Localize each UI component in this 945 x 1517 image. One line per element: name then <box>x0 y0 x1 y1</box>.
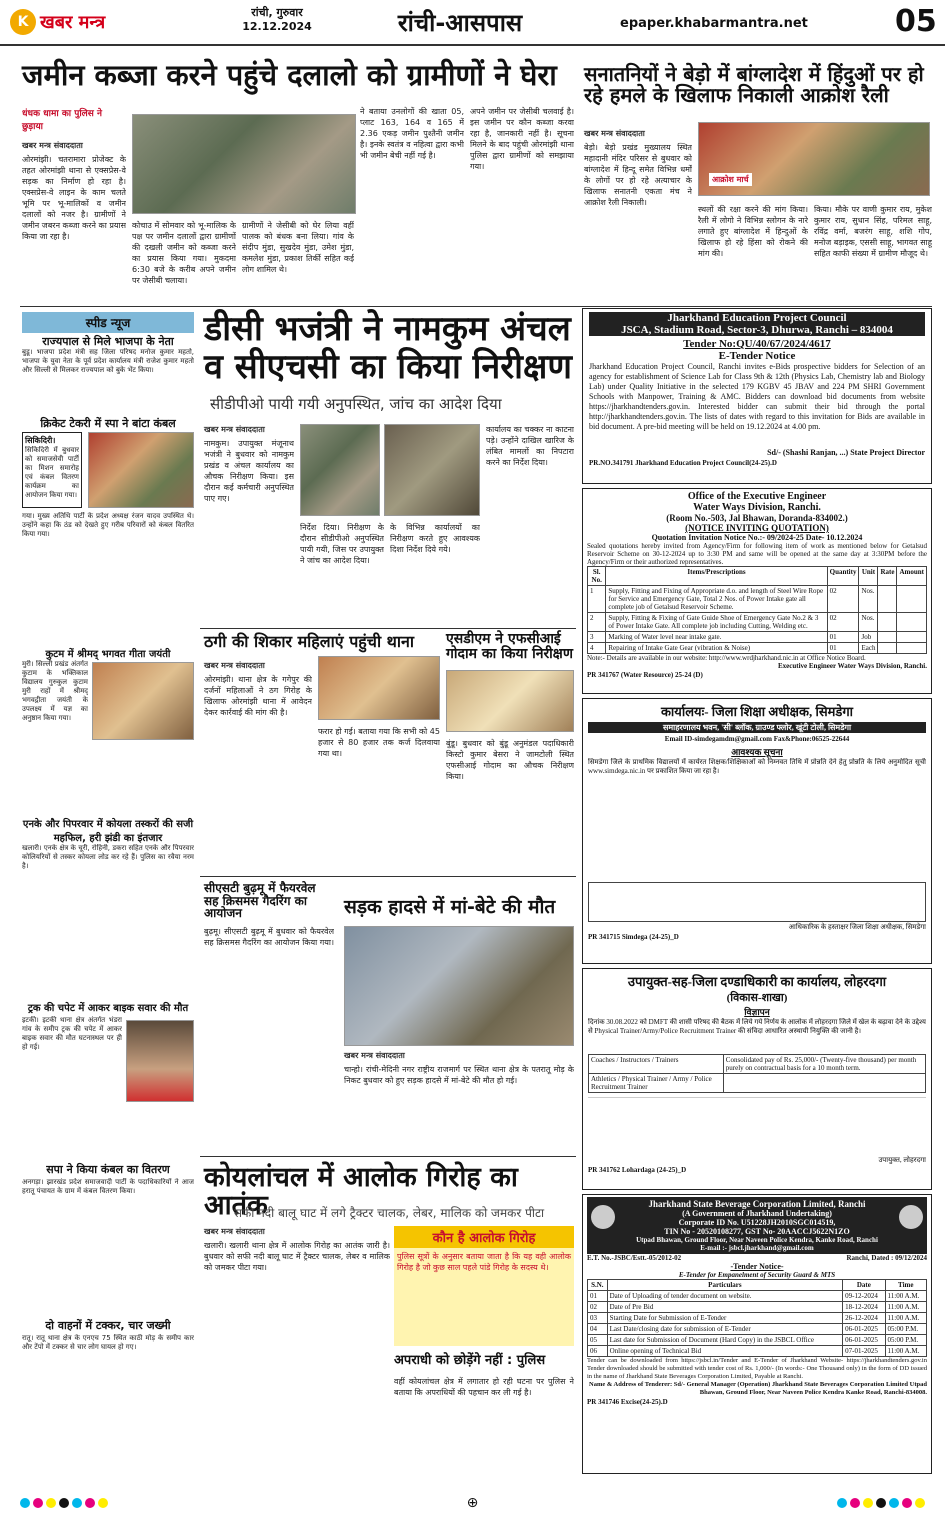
coal-byline: खबर मन्त्र संवाददाता <box>204 1227 265 1236</box>
rally-col1: बेड़ो। बेड़ो प्रखंड मुख्यालय स्थित महादानी मंदिर परिसर से बुधवार को बांग्लादेश में हिन्दू समेत विभिन्न धर्मों के लोगों पर हो रहे अत्याचार के खिलाफ सनातनी एकता मंच ने आक्रोश रैली निकाली। <box>584 143 692 207</box>
color-bar <box>837 1498 925 1508</box>
speed-photo3 <box>126 1020 194 1102</box>
color-swatch <box>98 1498 108 1508</box>
speed-h6: सपा ने किया कंबल का वितरण <box>46 1163 170 1176</box>
jsbcl-subject: E-Tender for Empanelment of Security Guard & MTS <box>678 1271 836 1279</box>
sdm-photo <box>446 670 574 732</box>
registration-mark-icon: ⊕ <box>466 1495 479 1511</box>
divider <box>200 1156 576 1157</box>
jsbcl-table-cell: 05:00 P.M. <box>885 1324 926 1335</box>
top-story-col1: ओरमांझी। चतरामारा प्रोजेक्ट के तहत ओरमांझी थाना से एक्सप्रेस-वे सड़क का निर्माण हो रहा है। एक्सप्रेस-वे लाइन के काम चलते भूमि पर भू-मालिकों व जमीन दलालों को नजर है। ग्रामीणों ने जमीन जबरन कब्जा करने का प्रयास किया जा रहा है। <box>22 155 126 241</box>
dateline <box>222 6 332 34</box>
water-body: Sealed quotations hereby invited from Agency/Firm for following item of work as mentioned below for Getalsud Reservoir Scheme on 30-12-2024 up to 3:30 PM and same will be opened at the same day at 3:30PM before the Agency/Firm or their authorized representatives. <box>587 542 927 566</box>
water-table-cell <box>897 586 927 613</box>
color-swatch <box>876 1498 886 1508</box>
jsbcl-table-row <box>588 1324 927 1335</box>
dc-col2: निर्देश दिया। निरीक्षण के दौरान सीडीपीओ अनुपस्थित पायी गयी, जिस पर उपायुक्त ने जांच का आदेश दिया। <box>300 523 384 565</box>
color-swatch <box>915 1498 925 1508</box>
speed-box-text: सिकिदिरी में बुधवार को समाजसेवी पार्टी का मिशन समारोह एवं कंबल वितरण कार्यक्रम का आयोजन किया गया। <box>25 446 79 499</box>
jsbcl-table-header-cell: Date <box>843 1280 885 1291</box>
jsbcl-table-cell: Date of Pre Bid <box>607 1302 843 1313</box>
water-table-cell: 02 <box>827 613 859 632</box>
loh-pr: PR 341762 Lohardaga (24-25)_D <box>588 1166 687 1174</box>
speed-t4: खलारी। एनके क्षेत्र के चूरी, रोहिनी, डकरा सहित एनके और पिपरवार कोलियरियों से तस्कर कोयला लोड कर रहे हैं। पुलिस का रवैया नरम है। <box>22 844 194 870</box>
brand-name: खबर मन्त्र <box>40 12 106 33</box>
speed-t5: इटकी। इटकी थाना क्षेत्र अंतर्गत भंडरा गांव के समीप ट्रक की चपेट में आकर बाइक सवार की मौत घटनास्थल पर ही हो गई। <box>22 1016 122 1051</box>
accident-headline: सड़क हादसे में मां-बेटे की मौत <box>344 896 556 918</box>
water-table-cell <box>878 613 897 632</box>
school-text: बुढ़मू। सीएसटी बुढ़मू में बुधवार को फैयरवेल सह क्रिसमस गैदरिंग का आयोजन किया गया। <box>204 927 334 947</box>
color-swatch <box>889 1498 899 1508</box>
fraud-col1: ओरमांझी। थाना क्षेत्र के गगेपुर की दर्जनों महिलाओं ने ठग गिरोह के खिलाफ ओरमांझी थाना में आवेदन देकर कार्रवाई की मांग की है। <box>204 675 312 717</box>
water-table-cell: Nos. <box>859 613 878 632</box>
jsbcl-body: Tender can be downloaded from https://jsbcl.in/Tender and E-Tender of Jharkhand Website- https://jharkhandtenders.gov.in Tender downloaded should be submitted with tender cost of Rs. 1,000/- (In words:- One Thousand only) in the form of DD issued in the name of Jharkhand State Beverages Corporation Limited, Payable at Ranchi. <box>587 1357 927 1380</box>
jepc-sign: Sd/- (Shashi Ranjan, ...) State Project Director <box>767 448 925 457</box>
jsbcl-email: E-mail :- jsbcl.jharkhand@gmail.com <box>700 1244 814 1252</box>
coal-box2-text: वहीं कोयलांचल क्षेत्र में लगातार हो रही घटना पर पुलिस ने बताया कि अपराधियों की पहचान कर ली गई है। <box>394 1377 574 1397</box>
water-table <box>587 566 927 654</box>
water-table-row <box>588 586 927 613</box>
fraud-col2: फरार हो गई। बताया गया कि सभी को 45 हजार से 80 हजार तक कर्ज दिलवाया गया था। <box>318 727 440 758</box>
speed-h3: कुटम में श्रीमद् भगवत गीता जयंती <box>45 649 171 660</box>
jsbcl-table-cell: 01 <box>588 1291 608 1302</box>
section-title: रांची-आसपास <box>397 9 523 37</box>
color-swatch <box>46 1498 56 1508</box>
speed-h5: ट्रक की चपेट में आकर बाइक सवार की मौत <box>27 1003 189 1014</box>
water-table-header-cell: Rate <box>878 567 897 586</box>
jsbcl-tin: TIN No - 20520108277, GST No- 20AACCJ5622N1ZO <box>664 1227 850 1236</box>
jsbcl-sign: Name & Address of Tenderer: Sd/- General Manager (Operation) Jharkhand State Beverages Corporation Limited Utpad Bhawan, Ground Floor, Near Naveen Police Kendra Kanke Road, Ranchi-834008. <box>589 1381 927 1396</box>
ad-simdega <box>582 698 932 964</box>
speed-news-tag: स्पीड न्यूज <box>22 312 194 333</box>
edu-pr: PR 341715 Simdega (24-25)_D <box>588 933 679 941</box>
jsbcl-table-cell: 06 <box>588 1346 608 1357</box>
loh-notice: विज्ञापन <box>744 1007 770 1017</box>
loh-title2: (विकास-शाखा) <box>726 992 788 1004</box>
jsbcl-table-cell: 06-01-2025 <box>843 1335 885 1346</box>
jsbcl-table-row <box>588 1313 927 1324</box>
date-label: 12.12.2024 <box>242 20 312 33</box>
loh-row2a: Athletics / Physical Trainer / Army / Police Recruitment Trainer <box>589 1074 724 1093</box>
edu-title1: कार्यालयः- जिला शिक्षा अधीक्षक, सिमडेगा <box>660 704 854 719</box>
loh-row1a: Coaches / Instructors / Trainers <box>589 1055 724 1074</box>
dc-col3: के विभिन्न कार्यालयों का निरीक्षण करते हुए आवश्यक दिशा निर्देश दिये गये। <box>390 523 480 554</box>
fraud-photo <box>318 656 440 720</box>
water-qno: Quotation Invitation Notice No.:- 09/2024-25 Date- 10.12.2024 <box>651 533 863 542</box>
jsbcl-right-emblem-icon <box>899 1205 923 1229</box>
top-story-col2: कोचाउ में सोमवार को भू-मालिक के पक्ष पर जमीन दलालों द्वारा ग्रामीणों की दखली जमीन को कब्जा करने का प्रयास किया गया। मुकदमा 6:30 बजे के करीब अपने जमीन पर जेसीबी चलाया। <box>132 221 236 285</box>
print-marks <box>20 1496 925 1510</box>
page-number: 05 <box>895 4 937 39</box>
jsbcl-table-row <box>588 1291 927 1302</box>
jsbcl-refline <box>587 1254 927 1262</box>
ad-lohardaga <box>582 968 932 1190</box>
jsbcl-date: Ranchi, Dated : 09/12/2024 <box>846 1254 927 1262</box>
jepc-pr: PR.NO.341791 Jharkhand Education Project Council(24-25).D <box>589 459 777 467</box>
water-table-cell: 4 <box>588 643 606 654</box>
rally-byline: खबर मन्त्र संवाददाता <box>584 129 645 138</box>
top-story-byline: खबर मन्त्र संवाददाता <box>22 141 83 150</box>
color-swatch <box>85 1498 95 1508</box>
top-story-sub: धंधक धामा का पुलिस ने छुड़ाया <box>22 109 102 132</box>
epaper-link[interactable]: epaper.khabarmantra.net <box>620 16 808 31</box>
coal-subheadline: सफी नदी बालू घाट में लगे ट्रैक्टर चालक, लेबर, मालिक को जमकर पीटा <box>233 1206 545 1220</box>
jsbcl-notice: -Tender Notice- <box>730 1262 784 1271</box>
jsbcl-table-cell: 11:00 A.M. <box>885 1291 926 1302</box>
jsbcl-table <box>587 1279 927 1357</box>
speed-h2: क्रिकेट टेकरी में स्पा ने बांटा कंबल <box>40 417 176 430</box>
jsbcl-title1: Jharkhand State Beverage Corporation Limited, Ranchi <box>648 1199 866 1209</box>
water-table-header-cell: Sl. No. <box>588 567 606 586</box>
top-story-headline: जमीन कब्जा करने पहुंचे दलालो को ग्रामीणों ने घेरा <box>22 58 557 92</box>
rally-col2: स्थलों की रक्षा करने की मांग किया। रैली में लोगो ने विभिन्न स्लोगन के नारे लगाते हुए बांग्लादेश में हिन्दुओं के खिलाफ हो रहे हिंसा को रोकने की मांग की। <box>698 205 808 258</box>
loh-spacer <box>588 1097 926 1155</box>
fraud-byline: खबर मन्त्र संवाददाता <box>204 661 265 670</box>
water-title3: (Room No.-503, Jal Bhawan, Doranda-834002.) <box>666 513 848 523</box>
accident-byline: खबर मन्त्र संवाददाता <box>344 1051 405 1060</box>
water-table-cell: Supply, Fitting & Fixing of Gate Guide Shoe of Emergency Gate No.2 & 3 of Power Intake Gate. All complete job including Cutting, Welding etc. <box>606 613 827 632</box>
speed-photo1 <box>88 432 194 508</box>
accident-photo <box>344 926 574 1046</box>
jsbcl-table-cell: Last date for Submission of Document (Hard Copy) in the JSBCL Office <box>607 1335 843 1346</box>
water-table-row <box>588 613 927 632</box>
divider <box>200 876 576 877</box>
speed-box-title: सिकिदिरी। <box>25 436 56 445</box>
water-table-cell: Each <box>859 643 878 654</box>
rally-banner: आक्रोश मार्च <box>709 173 752 186</box>
water-table-cell: 3 <box>588 632 606 643</box>
jsbcl-header <box>587 1197 927 1254</box>
color-swatch <box>20 1498 30 1508</box>
water-table-header-cell: Unit <box>859 567 878 586</box>
jsbcl-eno: E.T. No.-JSBC/Estt.-05/2012-02 <box>587 1254 682 1262</box>
loh-sign: उपायुक्त, लोहरदगा <box>878 1156 926 1164</box>
speed-h4: एनके और पिपरवार में कोयला तस्करों की सजी महफिल, हरी झंडी का इंतजार <box>22 819 194 844</box>
water-pr: PR 341767 (Water Resource) 25-24 (D) <box>587 671 703 679</box>
dc-photo1 <box>300 424 380 516</box>
jsbcl-table-header-cell: Particulars <box>607 1280 843 1291</box>
water-table-cell: Marking of Water level near intake gate. <box>606 632 827 643</box>
water-table-header-cell: Items/Prescriptions <box>606 567 827 586</box>
color-swatch <box>902 1498 912 1508</box>
speed-t7: रातू। रातू थाना क्षेत्र के एनएच 75 स्थित काठी मोड़ के समीप कार और टेंपो में टक्कर से चार लोग घायल हो गए। <box>22 1334 194 1351</box>
fraud-headline: ठगी की शिकार महिलाएं पहुंची थाना <box>204 632 415 651</box>
loh-row2b <box>723 1074 925 1093</box>
jsbcl-table-row <box>588 1346 927 1357</box>
coal-headline: कोयलांचल में आलोक गिरोह का आतंक <box>204 1162 518 1222</box>
jsbcl-pr: PR 341746 Excise(24-25).D <box>587 1398 668 1406</box>
brand-logo <box>10 8 160 36</box>
water-table-cell: 1 <box>588 586 606 613</box>
loh-body: दिनांक 30.08.2022 को DMFT की शासी परिषद की बैठक में लिये गये निर्णय के आलोक में लोहरदगा जिले में खेल के बढ़ावा देने के उद्देश्य से Physical Trainer/Army/Police Recruitment Trainer की संविदा आधारित अस्थायी नियुक्ति की जानी है। <box>588 1018 926 1035</box>
jepc-title2: JSCA, Stadium Road, Sector-3, Dhurwa, Ranchi – 834004 <box>589 324 925 336</box>
water-table-cell <box>897 613 927 632</box>
dc-photo2 <box>384 424 480 516</box>
color-bar <box>20 1498 108 1508</box>
ad-water <box>582 488 932 694</box>
color-swatch <box>863 1498 873 1508</box>
water-table-cell: Nos. <box>859 586 878 613</box>
edu-sign: आधिकारिक के हस्ताक्षर जिला शिक्षा अधीक्षक, सिमडेगा <box>788 923 926 931</box>
dc-byline: खबर मन्त्र संवाददाता <box>204 425 265 434</box>
water-notice: (NOTICE INVITING QUOTATION) <box>685 523 829 533</box>
water-table-row <box>588 643 927 654</box>
loh-title1: उपायुक्त-सह-जिला दण्डाधिकारी का कार्यालय, लोहरदगा <box>627 974 887 989</box>
color-swatch <box>33 1498 43 1508</box>
water-table-cell: 01 <box>827 643 859 654</box>
water-table-cell <box>878 643 897 654</box>
jsbcl-table-cell: Starting Date for Submission of E-Tender <box>607 1313 843 1324</box>
speed-t1: बुडू। भाजपा प्रदेश मंत्री सह जिला परिषद मनोज कुमार महतो, भाजपा के युवा नेता के पूर्व प्रदेश कार्यालय मंत्री राजेश कुमार महतो और सिल्ली से मिलकर राज्यपाल को बुके भेंट किया। <box>22 348 194 374</box>
jsbcl-table-row <box>588 1302 927 1313</box>
water-table-cell: Supply, Fitting and Fixing of Appropriate d.o. and length of Steel Wire Rope for Service and Emergency Gate, Total 2 Nos. of Power Intake gate all complete job of Getalsud Reservoir Scheme. <box>606 586 827 613</box>
jsbcl-table-cell: 02 <box>588 1302 608 1313</box>
jsbcl-table-cell: 05 <box>588 1335 608 1346</box>
masthead <box>0 0 945 46</box>
water-table-cell <box>878 632 897 643</box>
jsbcl-table-row <box>588 1335 927 1346</box>
jsbcl-table-cell: Online opening of Technical Bid <box>607 1346 843 1357</box>
water-table-cell: 02 <box>827 586 859 613</box>
brand-mark-icon: K <box>10 9 36 35</box>
divider <box>20 306 932 307</box>
edu-body: सिमडेगा जिले के प्राथमिक विद्यालयों में कार्यरत शिक्षक/शिक्षिकाओं को निम्नवत तिथि में प्रोन्नति देने हेतु प्रोन्नति के लिये अनुमोदित सूची www.simdega.nic.in पर प्रकाशित किया जा रहा है। <box>588 758 926 775</box>
water-table-header-cell: Quantity <box>827 567 859 586</box>
water-table-cell <box>897 632 927 643</box>
water-table-cell: 2 <box>588 613 606 632</box>
water-note: Note:- Details are available in our website: http://www.wrdjharkhand.nic.in at Office Notice Board. <box>587 654 866 662</box>
top-story-photo <box>132 114 356 214</box>
jsbcl-table-cell: 04 <box>588 1324 608 1335</box>
color-swatch <box>850 1498 860 1508</box>
water-table-header-cell: Amount <box>897 567 927 586</box>
jsbcl-table-cell: Last Date/closing date for submission of E-Tender <box>607 1324 843 1335</box>
color-swatch <box>837 1498 847 1508</box>
jsbcl-table-header-cell: Time <box>885 1280 926 1291</box>
jepc-notice: E-Tender Notice <box>718 350 796 362</box>
divider <box>200 628 576 629</box>
jsbcl-table-cell: 06-01-2025 <box>843 1324 885 1335</box>
water-sign: Executive Engineer Water Ways Division, Ranchi. <box>777 662 927 670</box>
jsbcl-table-cell: 03 <box>588 1313 608 1324</box>
jsbcl-title2: (A Government of Jharkhand Undertaking) <box>682 1209 832 1218</box>
rally-headline: सनातनियों ने बेड़ो में बांग्लादेश में हिंदुओं पर हो रहे हमले के खिलाफ निकाली आक्रोश रैली <box>584 62 924 107</box>
edu-email: Email ID-simdegamdm@gmail.com Fax&Phone:06525-22644 <box>664 735 850 743</box>
top-story-col3: ग्रामीणों ने जेसीबी को घेर लिया वहीं पालक को बंधक बना लिया। गांव के संदीप मुंडा, सुखदेव मुंडा, उमेश मुंडा, कमलेश मुंडा, प्रकाश तिर्की सहित कई लोग शामिल थे। <box>242 221 354 274</box>
water-table-cell: Repairing of Intake Gate Gear (vibration & Noise) <box>606 643 827 654</box>
speed-box <box>22 432 82 508</box>
dc-col4: कार्यालय का चक्कर ना काटना पड़े। उन्होंने दाखिल खारिज के लंबित मामलों का निपटारा करने का निर्देश दिया। <box>486 425 574 467</box>
rally-col3: किया। मौके पर वाणी कुमार राय, मुकेश कुमार राय, सुधान सिंह, परिमल साहू, रविंद्र वर्मा, बजरंग साहू, शशि गोप, मनोज बड़ाइक, एससी साहू, भागवत साहू सहित काफी संख्या में ग्रामीण मौजूद थे। <box>814 205 932 258</box>
water-table-cell <box>878 586 897 613</box>
water-title1: Office of the Executive Engineer <box>687 491 827 502</box>
jsbcl-table-cell: 26-12-2024 <box>843 1313 885 1324</box>
top-story-col4: ने बताया उनलोगों की खाता 05, प्लाट 163, 164 व 165 में 2.36 एकड़ जमीन पुश्तैनी जमीन है। इनके स्वतंत्र व नहित्वा द्वारा कभी भी जमीन बेची नहीं गई है। <box>360 107 464 160</box>
dc-headline-2: व सीएचसी का किया निरीक्षण <box>204 347 572 387</box>
color-swatch <box>72 1498 82 1508</box>
water-table-cell <box>897 643 927 654</box>
jsbcl-table-header-cell: S.N. <box>588 1280 608 1291</box>
speed-h7: दो वाहनों में टक्कर, चार जख्मी <box>45 1319 171 1332</box>
jsbcl-addr: Utpad Bhawan, Ground Floor, Near Naveen Police Kendra, Kanke Road, Ranchi <box>636 1236 878 1244</box>
sdm-text: बुंडू। बुधवार को बुंडू अनुमंडल पदाधिकारी किस्टो कुमार बेसरा ने जामटोली स्थित एफसीआई गोदाम का औचक निरीक्षण किया। <box>446 739 574 781</box>
dc-subheadline: सीडीपीओ पायी गयी अनुपस्थित, जांच का आदेश दिया <box>210 395 502 413</box>
water-table-cell: Job <box>859 632 878 643</box>
jsbcl-table-cell: 07-01-2025 <box>843 1346 885 1357</box>
ad-jepc <box>582 308 932 484</box>
loh-table <box>588 1054 926 1093</box>
ad-jsbcl <box>582 1194 932 1474</box>
water-title2: Water Ways Division, Ranchi. <box>693 502 821 513</box>
edu-notice: आवश्यक सूचना <box>731 747 783 757</box>
water-table-row <box>588 632 927 643</box>
jepc-tender-no: Tender No:QU/40/67/2024/4617 <box>683 338 831 350</box>
top-story-col5: अपने जमीन पर जेसीबी चलवाई है। इस जमीन पर कौन कब्जा करवा रहा है, जानकारी नहीं है। सूचना मिलने के बाद पहुंची ओरमांझी थाना पुलिस द्वारा ग्रामीणों को समझाया गया। <box>470 107 574 171</box>
coal-box-text: पुलिस सूत्रों के अनुसार बताया जाता है कि यह वही आलोक गिरोह है जो कुछ साल पहले पांडे गिरोह के सदस्य थे। <box>394 1248 574 1346</box>
rally-photo <box>698 122 930 196</box>
accident-text: चान्हो। रांची-मेदिनी नगर राष्ट्रीय राजमार्ग पर स्थित थाना क्षेत्र के पतरातू मोड़ के निकट बुधवार को हुए सड़क हादसे में मां-बेटे की मौत हो गई। <box>344 1065 574 1085</box>
jsbcl-table-cell: 11:00 A.M. <box>885 1302 926 1313</box>
dc-headline-1: डीसी भजंत्री ने नामकुम अंचल <box>204 309 571 349</box>
jsbcl-table-cell: 11:00 A.M. <box>885 1346 926 1357</box>
coal-text: खलारी। खलारी थाना क्षेत्र में आलोक गिरोह का आतंक जारी है। बुधवार को सफी नदी बालू घाट में ट्रैक्टर चालक, लेबर व मालिक को जमकर पीटा गया। <box>204 1241 390 1272</box>
city-label: रांची, गुरुवार <box>251 6 303 19</box>
edu-table <box>588 882 926 922</box>
jsbcl-table-cell: 11:00 A.M. <box>885 1313 926 1324</box>
jsbcl-table-cell: 09-12-2024 <box>843 1291 885 1302</box>
speed-t6: अनगड़ा। झारखंड प्रदेश समाजवादी पार्टी के पदाधिकारियों ने आज हरातू पंचायत के ग्राम में कंबल वितरण किया। <box>22 1178 194 1195</box>
loh-row1b: Consolidated pay of Rs. 25,000/- (Twenty-five thousand) per month purely on contractual basis for a 10 month term. <box>723 1055 925 1074</box>
jsbcl-table-cell: 18-12-2024 <box>843 1302 885 1313</box>
speed-photo2 <box>92 662 194 740</box>
speed-t2: गया। मुख्य अतिथि पार्टी के प्रदेश अध्यक्ष रंजन यादव उपस्थित थे। उन्होंने कहा कि ठंड को देखते हुए गरीब परिवारों को कंबल वितरित किया गया। <box>22 512 194 538</box>
jsbcl-cin: Corporate ID No. U51228JH2010SGC014519, <box>678 1218 836 1227</box>
sdm-headline: एसडीएम ने एफसीआई गोदाम का किया निरीक्षण <box>446 631 573 662</box>
jsbcl-table-cell: 05:00 P.M. <box>885 1335 926 1346</box>
color-swatch <box>59 1498 69 1508</box>
dc-col1: नामकुम। उपायुक्त मंजूनाथ भजंत्री ने बुधवार को नामकुम प्रखंड व अंचल कार्यालय का औचक निरीक्षण किया। इस दौरान कई कर्मचारी अनुपस्थित पाए गए। <box>204 439 294 503</box>
coal-box-title: कौन है आलोक गिरोह <box>394 1226 574 1248</box>
water-table-cell: 01 <box>827 632 859 643</box>
coal-box2-title: अपराधी को छोड़ेंगे नहीं : पुलिस <box>394 1353 546 1368</box>
speed-t3: मुरी। सिल्ली प्रखंड अंतर्गत कुटाम के भक्तिकाल विद्यालय गुरुकुल कुटाम मुरी राहों में श्रीमद् भगवद्गीता जयंती के उपलक्ष्य में यज्ञ का अनुष्ठान किया गया। <box>22 660 88 722</box>
edu-title2: समाहरणालय भवन, 'सी' ब्लॉक, ग्राउण्ड फ्लोर, खूंटी टोली, सिमडेगा <box>588 722 926 733</box>
jsbcl-left-emblem-icon <box>591 1205 615 1229</box>
jepc-title1: Jharkhand Education Project Council <box>589 312 925 324</box>
speed-h1: राज्यपाल से मिले भाजपा के नेता <box>42 335 174 348</box>
jsbcl-table-cell: Date of Uploading of tender document on website. <box>607 1291 843 1302</box>
school-headline: सीएसटी बुढ़मू में फैयरवेल सह क्रिसमस गैदरिंग का आयोजन <box>204 881 316 921</box>
jepc-body: Jharkhand Education Project Council, Ranchi invites e-Bids prospective bidders for Selection of an agency for establishment of Science Lab for Class 9th & 12th (Physics Lab, Chemistry lab and Biology Lab) under Quality Initiative in the selected 179 KGBV 45 JBAV and 224 PM SHRI Government Schools with Manpower, Training & AMC. Bidders can download bid documents from website https://jharkhandtenders.gov.in. Interested bidder can submit their bid through the portal http://jharkhandtenders.gov.in. The lists of dates with regard to this invitation for Bids are available in bid document. A pre-bid meeting will be held on 19.12.2024 at 4.00 pm. <box>589 362 925 431</box>
